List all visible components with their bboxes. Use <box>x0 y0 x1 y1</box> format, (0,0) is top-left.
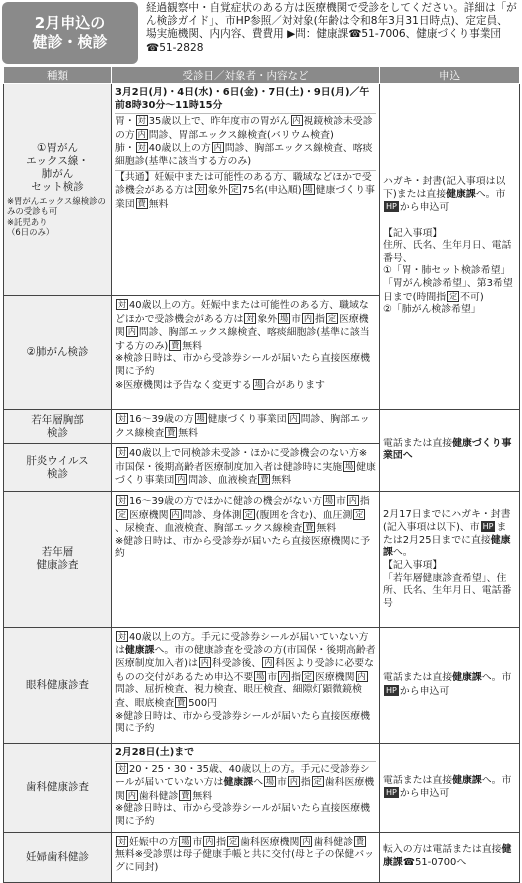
apply-cell <box>380 491 520 627</box>
apply-cell <box>380 743 520 832</box>
details-cell <box>112 410 380 444</box>
header <box>0 0 522 66</box>
apply-text: 電話または直接健康づくり事業団へ <box>383 437 512 462</box>
marker-icon: 場 <box>265 777 274 787</box>
details-cell <box>112 296 380 410</box>
table-header-row <box>4 67 520 84</box>
marker-icon: 対 <box>118 836 126 846</box>
details-cell <box>112 84 380 296</box>
column-header-details: 受診日／対象者・内容など <box>112 67 380 84</box>
checkup-type-name: ①胃がん エックス線・ 肺がん セット検診 <box>26 141 89 193</box>
checkup-type-cell <box>4 743 112 832</box>
table-row <box>4 743 520 832</box>
marker-icon: 費 <box>171 340 180 350</box>
marker-icon: 内 <box>177 475 186 485</box>
details-cell <box>112 743 380 832</box>
marker-icon: 定 <box>230 185 239 195</box>
details-text: 対 20・25・30・35歳、40歳以上の方。手元に受診券シールが届いていない方は健康課へ 場 市 内 指 定 歯科医療機関 内 歯科健診 費 無料 ※健診日時は、市から受診券シールが届いたら直接医療機関に予約 <box>115 761 376 830</box>
marker-icon: 内 <box>302 836 311 846</box>
marker-icon: 対 <box>197 185 206 195</box>
marker-icon: 対 <box>118 763 126 773</box>
marker-icon: 定 <box>244 509 253 519</box>
details-text: 【共通】妊娠中または可能性のある方、職域などほかで受診機会がある方は 対 象外 定 75名(申込順) 場 健康づくり事業団 費 無料 <box>115 170 376 213</box>
apply-text: 転入の方は電話または直接健康課☎51-0700へ <box>383 844 512 869</box>
marker-icon: 費 <box>355 836 364 846</box>
marker-icon: 内 <box>200 658 209 668</box>
details-text: 対 16～39歳の方でほかに健診の機会がない方 場 市 内 指定 医療機関 内 問診、身体測 定 (腹囲を含む)、血圧測 定、尿検査、血液検査、胸部エックス線検査 費 無料 ※健診日時は、市から受診券が届いたら直接医療機関に予約 <box>115 495 371 560</box>
marker-icon: 定 <box>229 836 238 846</box>
table-row <box>4 491 520 627</box>
table-row <box>4 627 520 743</box>
marker-icon: 内 <box>127 790 136 800</box>
checkup-type-name: 妊婦歯科健診 <box>26 850 89 863</box>
checkup-type-name: 若年層 健康診査 <box>36 546 79 572</box>
table-body <box>4 84 520 883</box>
marker-icon: 場 <box>196 414 205 423</box>
marker-icon: 対 <box>137 116 146 126</box>
title-line-2: 健診・検診 <box>32 33 108 51</box>
marker-icon: 内 <box>137 129 146 139</box>
apply-cell <box>380 84 520 410</box>
marker-icon: 場 <box>254 379 263 389</box>
table-row <box>4 84 520 296</box>
marker-icon: 場 <box>345 461 354 471</box>
apply-cell <box>380 832 520 882</box>
details-text: 対 妊娠中の方 場 市 内 指 定 歯科医療機関 内 歯科健診 費無料※受診票は母子健康手帳と共に交付(母と子の保健バッグに同封) <box>115 836 375 873</box>
marker-icon: 内 <box>280 671 289 681</box>
marker-icon: 対 <box>118 448 126 458</box>
marker-icon: 対 <box>137 143 146 153</box>
table-row <box>4 832 520 882</box>
marker-icon: 対 <box>118 300 126 309</box>
details-text: 対 40歳以上で同検診未受診・ほかに受診機会のない方※市国保・後期高齢者医療制度加入者は健診時に実施 場 健康づくり事業団 内 問診、血液検査 費 無料 <box>115 448 376 487</box>
intro-text: 経過観察中・自覚症状のある方は医療機関で受診をしてください。詳細は「がん検診ガイド」、市HP参照／対対象(年齢は令和8年3月31日時点)、定定員、場実施機関、内内容、費費用 ▶問：健康課☎51-7006、健康づくり事業団☎51-2828 <box>146 2 517 54</box>
title-line-1: 2月申込の <box>34 14 106 32</box>
marker-icon: 定 <box>304 671 313 681</box>
details-text: 対 40歳以上の方。妊娠中または可能性のある方、職域などほかで受診機会がある方は 対 象外 場 市 内 指 定 医療機関 内 問診、胸部エックス線検査、喀痰細胞診(基準に該当する方のみ) 費 無料 ※検診日時は、市から受診券シールが届いたら直接医療機関に予約 ※医療機関は予告なく変更する 場 合があります <box>115 300 370 391</box>
marker-icon: 定 <box>327 313 336 323</box>
marker-icon: 費 <box>260 475 269 485</box>
hp-icon: HP <box>482 522 494 532</box>
checkup-type-name: 眼科健康診査 <box>26 678 89 691</box>
checkup-type-name: 肝炎ウイルス 検診 <box>26 454 89 480</box>
checkup-type-cell <box>4 627 112 743</box>
checkup-type-cell <box>4 296 112 410</box>
marker-icon: 定 <box>118 509 126 519</box>
apply-cell <box>380 410 520 492</box>
marker-icon: 内 <box>289 777 298 787</box>
details-cell <box>112 832 380 882</box>
column-header-apply: 申込 <box>380 67 520 84</box>
marker-icon: 内 <box>264 658 273 668</box>
marker-icon: 内 <box>205 836 214 846</box>
details-text: 胃・ 対 35歳以上で、昨年度市の胃がん 内 視鏡検診未受診の方 内 問診、胃部エックス線検査(バリウム検査) 肺・ 対 40歳以上の方 内 問診、胸部エックス線検査、喀痰細胞診(基準に該当する方のみ) <box>115 113 376 169</box>
marker-icon: 場 <box>181 836 190 846</box>
marker-icon: 内 <box>171 509 180 519</box>
marker-icon: 費 <box>177 697 186 707</box>
marker-icon: 費 <box>305 523 314 533</box>
apply-text: 電話または直接健康課へ。市HP から申込可 <box>383 672 512 697</box>
apply-text: ハガキ・封書(記入事項は以下)または直接健康課へ。市HP から申込可 【記入事項】 住所、氏名、生年月日、電話番号、 ①「胃・肺セット検診希望」「胃がん検診希望」、第3希望日まで(時間指 定 不可) ②「肺がん検診希望」 <box>383 176 513 316</box>
marker-icon: 定 <box>355 509 364 519</box>
details-cell <box>112 491 380 627</box>
marker-icon: 内 <box>289 414 298 423</box>
checkup-type-cell <box>4 84 112 296</box>
marker-icon: 費 <box>181 790 190 800</box>
details-text: 2月28日(土)まで <box>115 746 195 758</box>
apply-cell <box>380 627 520 743</box>
hp-icon: HP <box>386 685 397 695</box>
details-text: 対 16～39歳の方 場 健康づくり事業団 内 問診、胸部エックス線検査 費 無料 <box>115 414 370 439</box>
checkup-type-name: ②肺がん検診 <box>26 346 89 358</box>
marker-icon: 場 <box>256 671 265 681</box>
checkup-type-name: 歯科健康診査 <box>26 781 89 794</box>
apply-text: 電話または直接健康課へ。市HP から申込可 <box>383 774 512 800</box>
marker-icon: 定 <box>313 777 322 787</box>
marker-icon: 内 <box>304 313 313 323</box>
details-text: 3月2日(月)・4日(水)・6日(金)・7日(土)・9日(月)／午前8時30分～11時15分 <box>115 87 370 111</box>
marker-icon: 内 <box>213 143 222 153</box>
checkup-type-note: ※胃がんエックス線検診のみの受診も可 ※託児あり （6日のみ） <box>7 195 106 237</box>
checkup-type-cell <box>4 444 112 492</box>
checkup-type-cell <box>4 832 112 882</box>
title-box <box>2 2 138 64</box>
marker-icon: 対 <box>246 313 255 323</box>
checkup-type-name: 若年層胸部 検診 <box>31 413 84 439</box>
marker-icon: 内 <box>348 495 357 505</box>
checkup-table <box>3 66 520 883</box>
hp-icon: HP <box>386 202 397 212</box>
table-row <box>4 410 520 444</box>
details-cell <box>112 444 380 492</box>
checkup-type-cell <box>4 491 112 627</box>
hp-icon: HP <box>386 788 397 798</box>
marker-icon: 内 <box>127 327 136 337</box>
marker-icon: 対 <box>118 631 126 641</box>
marker-icon: 場 <box>304 185 313 195</box>
marker-icon: 費 <box>167 427 176 437</box>
checkup-type-cell <box>4 410 112 444</box>
apply-text: 2月17日までにハガキ・封書(記入事項は以下)、市 HP または2月25日までに直接健康課へ。 【記入事項】 「若年層健康診査希望」、住所、氏名、生年月日、電話番号 <box>383 508 512 609</box>
marker-icon: 内 <box>292 116 301 126</box>
marker-icon: 場 <box>280 313 289 323</box>
marker-icon: 対 <box>118 495 126 505</box>
marker-icon: 内 <box>357 671 366 681</box>
marker-icon: 場 <box>325 495 334 505</box>
details-text: 対 40歳以上の方。手元に受診券シールが届いていない方は健康課へ。市の健康診査を受診の方(市国保・後期高齢者医療制度加入者)は 内 科受診後、 内 科医より受診に必要なものの交付があるため申込不要 場 市 内 指 定 医療機関 内問診、屈折検査、視力検査、眼圧検査、細隙灯顕微鏡検査、眼底検査 費 500円 ※健診日時は、市から受診券シールが届いたら直接医療機関に予約 <box>115 631 376 735</box>
marker-icon: 費 <box>137 198 146 208</box>
marker-icon: 対 <box>118 414 126 423</box>
column-header-type: 種類 <box>4 67 112 84</box>
details-cell <box>112 627 380 743</box>
marker-icon: 定 <box>449 291 458 301</box>
